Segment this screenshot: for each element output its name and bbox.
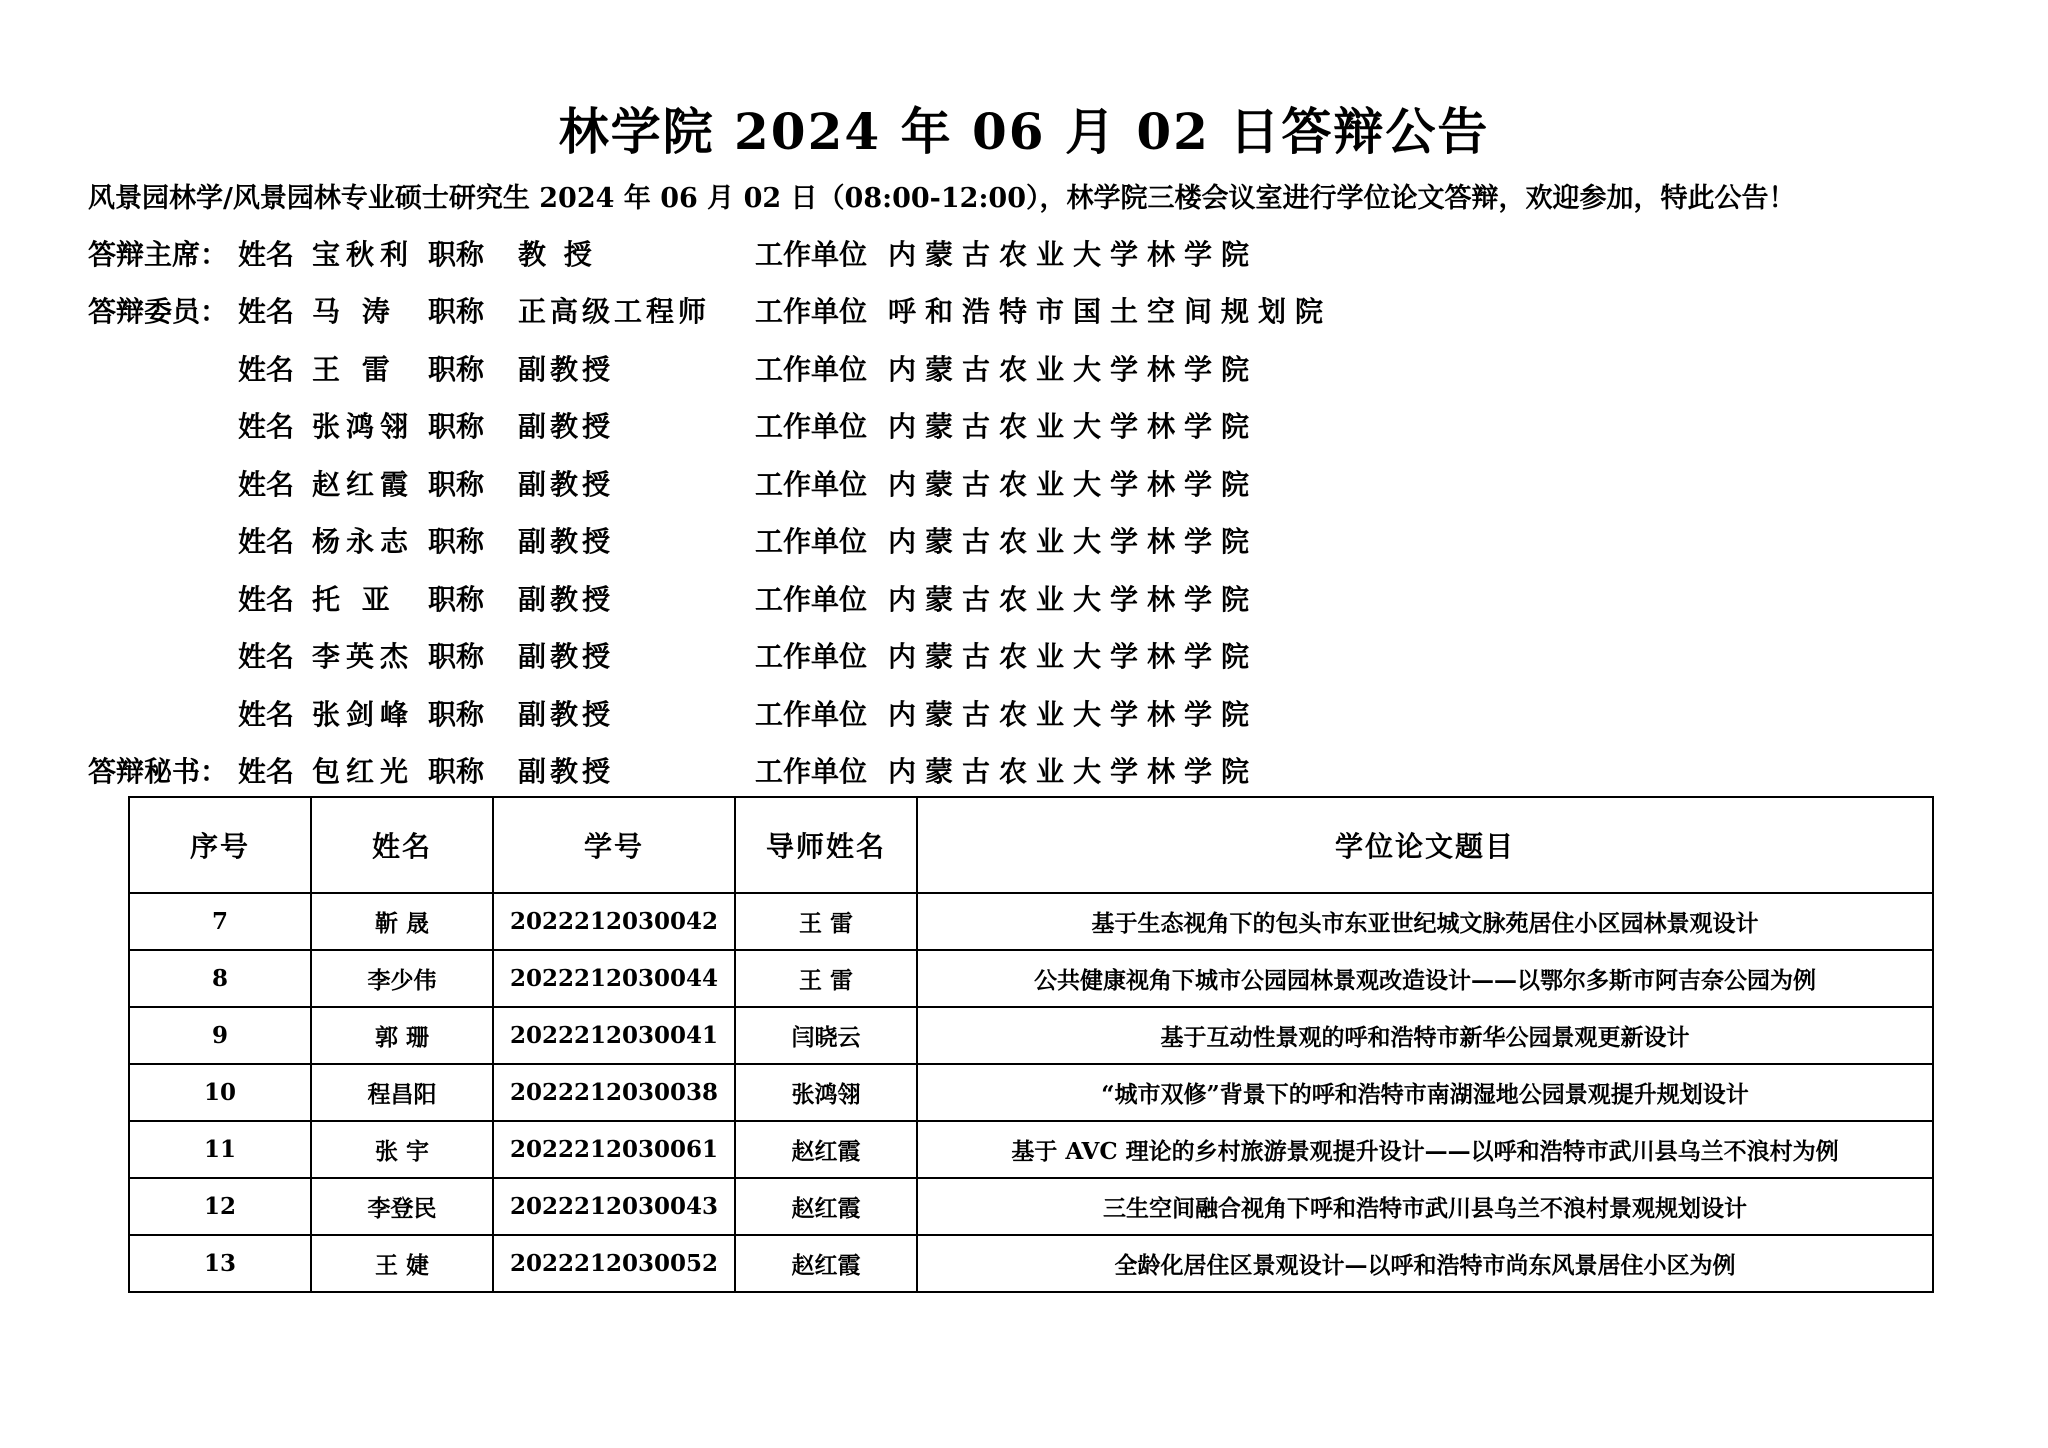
table-row	[129, 893, 1933, 950]
unit-label: 工作单位	[755, 755, 868, 788]
member-unit: 内蒙古农业大学林学院	[888, 640, 1259, 673]
cell-advisor: 闫晓云	[735, 1007, 917, 1064]
unit-label: 工作单位	[755, 698, 868, 731]
name-label: 姓名	[238, 755, 295, 788]
committee-member	[0, 405, 2048, 445]
committee-member	[0, 348, 2048, 388]
cell-student-id: 2022212030042	[493, 893, 735, 950]
cell-student-id: 2022212030044	[493, 950, 735, 1007]
member-name: 马 涛	[312, 295, 396, 328]
member-unit: 内蒙古农业大学林学院	[888, 353, 1259, 386]
cell-student-id: 2022212030052	[493, 1235, 735, 1292]
cell-name: 张 宇	[311, 1121, 493, 1178]
member-title: 教 授	[518, 238, 596, 271]
cell-no: 7	[129, 893, 311, 950]
member-title: 副教授	[518, 353, 615, 386]
name-label: 姓名	[238, 583, 295, 616]
cell-advisor: 王 雷	[735, 893, 917, 950]
member-name: 宝秋利	[312, 238, 415, 271]
table-row	[129, 950, 1933, 1007]
cell-name: 李登民	[311, 1178, 493, 1235]
cell-no: 11	[129, 1121, 311, 1178]
unit-label: 工作单位	[755, 238, 868, 271]
table-row	[129, 1235, 1933, 1292]
member-name: 杨永志	[312, 525, 415, 558]
member-name: 托 亚	[312, 583, 396, 616]
cell-advisor: 赵红霞	[735, 1121, 917, 1178]
cell-name: 李少伟	[311, 950, 493, 1007]
table-body	[129, 893, 1933, 1292]
member-role: 答辩主席：	[88, 238, 229, 271]
name-label: 姓名	[238, 295, 295, 328]
title-label: 职称	[428, 525, 485, 558]
title-label: 职称	[428, 238, 485, 271]
cell-thesis-title: 基于生态视角下的包头市东亚世纪城文脉苑居住小区园林景观设计	[917, 893, 1933, 950]
member-unit: 内蒙古农业大学林学院	[888, 755, 1259, 788]
title-label: 职称	[428, 410, 485, 443]
member-title: 副教授	[518, 525, 615, 558]
member-unit: 内蒙古农业大学林学院	[888, 238, 1259, 271]
name-label: 姓名	[238, 525, 295, 558]
cell-thesis-title: 基于 AVC 理论的乡村旅游景观提升设计——以呼和浩特市武川县乌兰不浪村为例	[917, 1121, 1933, 1178]
member-title: 副教授	[518, 583, 615, 616]
member-unit: 内蒙古农业大学林学院	[888, 583, 1259, 616]
member-title: 副教授	[518, 640, 615, 673]
name-label: 姓名	[238, 468, 295, 501]
committee-member	[0, 693, 2048, 733]
cell-advisor: 张鸿翎	[735, 1064, 917, 1121]
cell-no: 9	[129, 1007, 311, 1064]
member-unit: 呼和浩特市国土空间规划院	[888, 295, 1333, 328]
unit-label: 工作单位	[755, 640, 868, 673]
cell-student-id: 2022212030041	[493, 1007, 735, 1064]
header-no: 序号	[129, 797, 311, 893]
cell-name: 靳 晟	[311, 893, 493, 950]
member-name: 李英杰	[312, 640, 415, 673]
title-label: 职称	[428, 468, 485, 501]
committee-member	[0, 750, 2048, 790]
cell-name: 郭 珊	[311, 1007, 493, 1064]
title-label: 职称	[428, 698, 485, 731]
cell-thesis-title: 全龄化居住区景观设计—以呼和浩特市尚东风景居住小区为例	[917, 1235, 1933, 1292]
table-row	[129, 1121, 1933, 1178]
table-header-row	[129, 797, 1933, 893]
member-title: 正高级工程师	[518, 295, 711, 328]
cell-thesis-title: 基于互动性景观的呼和浩特市新华公园景观更新设计	[917, 1007, 1933, 1064]
committee-member	[0, 233, 2048, 273]
cell-advisor: 王 雷	[735, 950, 917, 1007]
cell-no: 12	[129, 1178, 311, 1235]
table-row	[129, 1007, 1933, 1064]
cell-advisor: 赵红霞	[735, 1235, 917, 1292]
member-name: 张鸿翎	[312, 410, 415, 443]
member-role: 答辩委员：	[88, 295, 229, 328]
member-title: 副教授	[518, 468, 615, 501]
header-student-id: 学号	[493, 797, 735, 893]
committee-member	[0, 290, 2048, 330]
member-name: 包红光	[312, 755, 415, 788]
title-label: 职称	[428, 583, 485, 616]
page-title: 林学院 2024 年 06 月 02 日答辩公告	[558, 102, 1490, 161]
intro-paragraph: 风景园林学/风景园林专业硕士研究生 2024 年 06 月 02 日（08:00-12:00），林学院三楼会议室进行学位论文答辩，欢迎参加，特此公告！	[88, 183, 1796, 214]
header-thesis-title: 学位论文题目	[917, 797, 1933, 893]
member-title: 副教授	[518, 755, 615, 788]
cell-student-id: 2022212030061	[493, 1121, 735, 1178]
cell-name: 王 婕	[311, 1235, 493, 1292]
unit-label: 工作单位	[755, 295, 868, 328]
name-label: 姓名	[238, 698, 295, 731]
cell-no: 10	[129, 1064, 311, 1121]
member-unit: 内蒙古农业大学林学院	[888, 468, 1259, 501]
cell-thesis-title: “城市双修”背景下的呼和浩特市南湖湿地公园景观提升规划设计	[917, 1064, 1933, 1121]
member-unit: 内蒙古农业大学林学院	[888, 698, 1259, 731]
member-unit: 内蒙古农业大学林学院	[888, 410, 1259, 443]
member-name: 张剑峰	[312, 698, 415, 731]
name-label: 姓名	[238, 640, 295, 673]
title-label: 职称	[428, 755, 485, 788]
cell-thesis-title: 三生空间融合视角下呼和浩特市武川县乌兰不浪村景观规划设计	[917, 1178, 1933, 1235]
unit-label: 工作单位	[755, 410, 868, 443]
cell-thesis-title: 公共健康视角下城市公园园林景观改造设计——以鄂尔多斯市阿吉奈公园为例	[917, 950, 1933, 1007]
committee-member	[0, 635, 2048, 675]
name-label: 姓名	[238, 353, 295, 386]
committee-member	[0, 520, 2048, 560]
title-label: 职称	[428, 353, 485, 386]
unit-label: 工作单位	[755, 353, 868, 386]
defense-schedule-table	[128, 796, 1934, 1293]
member-title: 副教授	[518, 698, 615, 731]
member-name: 赵红霞	[312, 468, 415, 501]
cell-no: 13	[129, 1235, 311, 1292]
table-row	[129, 1178, 1933, 1235]
unit-label: 工作单位	[755, 525, 868, 558]
name-label: 姓名	[238, 410, 295, 443]
cell-no: 8	[129, 950, 311, 1007]
cell-student-id: 2022212030043	[493, 1178, 735, 1235]
cell-name: 程昌阳	[311, 1064, 493, 1121]
member-name: 王 雷	[312, 353, 396, 386]
name-label: 姓名	[238, 238, 295, 271]
member-role: 答辩秘书：	[88, 755, 229, 788]
title-label: 职称	[428, 640, 485, 673]
cell-advisor: 赵红霞	[735, 1178, 917, 1235]
table-row	[129, 1064, 1933, 1121]
member-title: 副教授	[518, 410, 615, 443]
member-unit: 内蒙古农业大学林学院	[888, 525, 1259, 558]
title-label: 职称	[428, 295, 485, 328]
unit-label: 工作单位	[755, 583, 868, 616]
committee-member	[0, 463, 2048, 503]
unit-label: 工作单位	[755, 468, 868, 501]
cell-student-id: 2022212030038	[493, 1064, 735, 1121]
header-advisor: 导师姓名	[735, 797, 917, 893]
header-name: 姓名	[311, 797, 493, 893]
committee-member	[0, 578, 2048, 618]
